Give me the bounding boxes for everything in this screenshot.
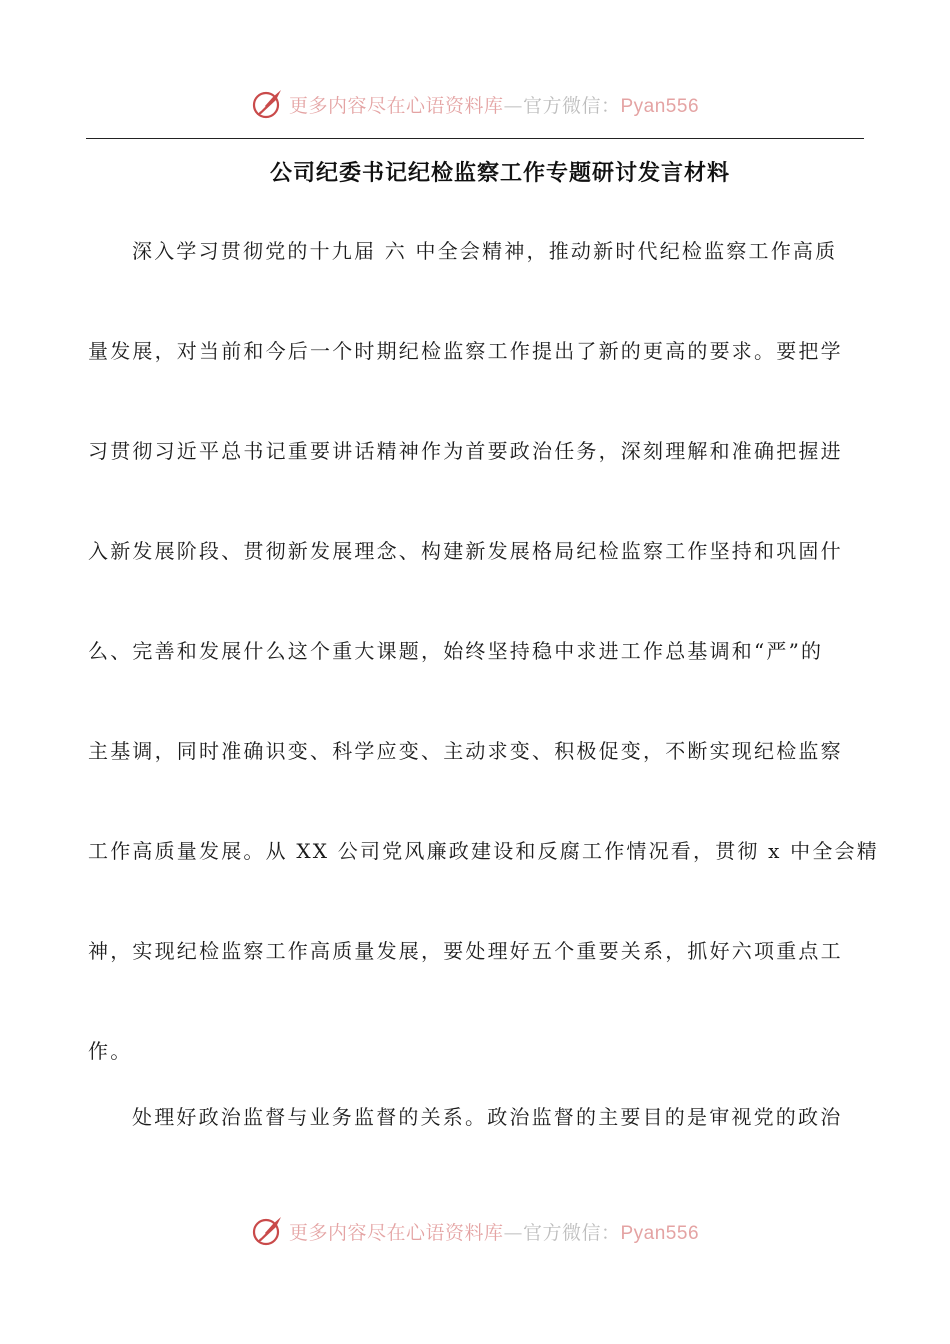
document-title: 公司纪委书记纪检监察工作专题研讨发言材料 [269, 161, 730, 186]
text-line: 深入学习贯彻党的十九届 六 中全会精神，推动新时代纪检监察工作高质 [132, 239, 838, 263]
text-line: 主基调，同时准确识变、科学应变、主动求变、积极促变，不断实现纪检监察 [88, 739, 843, 763]
header-watermark [0, 84, 950, 124]
quill-pen-logo-icon [251, 87, 285, 121]
header-divider [86, 138, 864, 139]
watermark-text: 更多内容尽在心语资料库—官方微信：Pyan556 [288, 94, 700, 117]
text-line: 处理好政治监督与业务监督的关系。政治监督的主要目的是审视党的政治 [132, 1105, 843, 1129]
watermark-text: 更多内容尽在心语资料库—官方微信：Pyan556 [288, 1221, 700, 1244]
document-body [88, 229, 879, 1195]
text-line: 量发展，对当前和今后一个时期纪检监察工作提出了新的更高的要求。要把学 [88, 339, 843, 363]
text-line: 么、完善和发展什么这个重大课题，始终坚持稳中求进工作总基调和“严”的 [88, 639, 824, 663]
text-line: 入新发展阶段、贯彻新发展理念、构建新发展格局纪检监察工作坚持和巩固什 [88, 539, 843, 563]
footer-watermark [0, 1211, 950, 1251]
text-line: 习贯彻习近平总书记重要讲话精神作为首要政治任务，深刻理解和准确把握进 [88, 439, 843, 463]
quill-pen-logo-icon [251, 1214, 285, 1248]
text-line: 神，实现纪检监察工作高质量发展，要处理好五个重要关系，抓好六项重点工 [88, 939, 843, 963]
text-line: 作。 [88, 1039, 133, 1063]
text-line: 工作高质量发展。从 XX 公司党风廉政建设和反腐工作情况看，贯彻 x 中全会精 [88, 839, 879, 863]
